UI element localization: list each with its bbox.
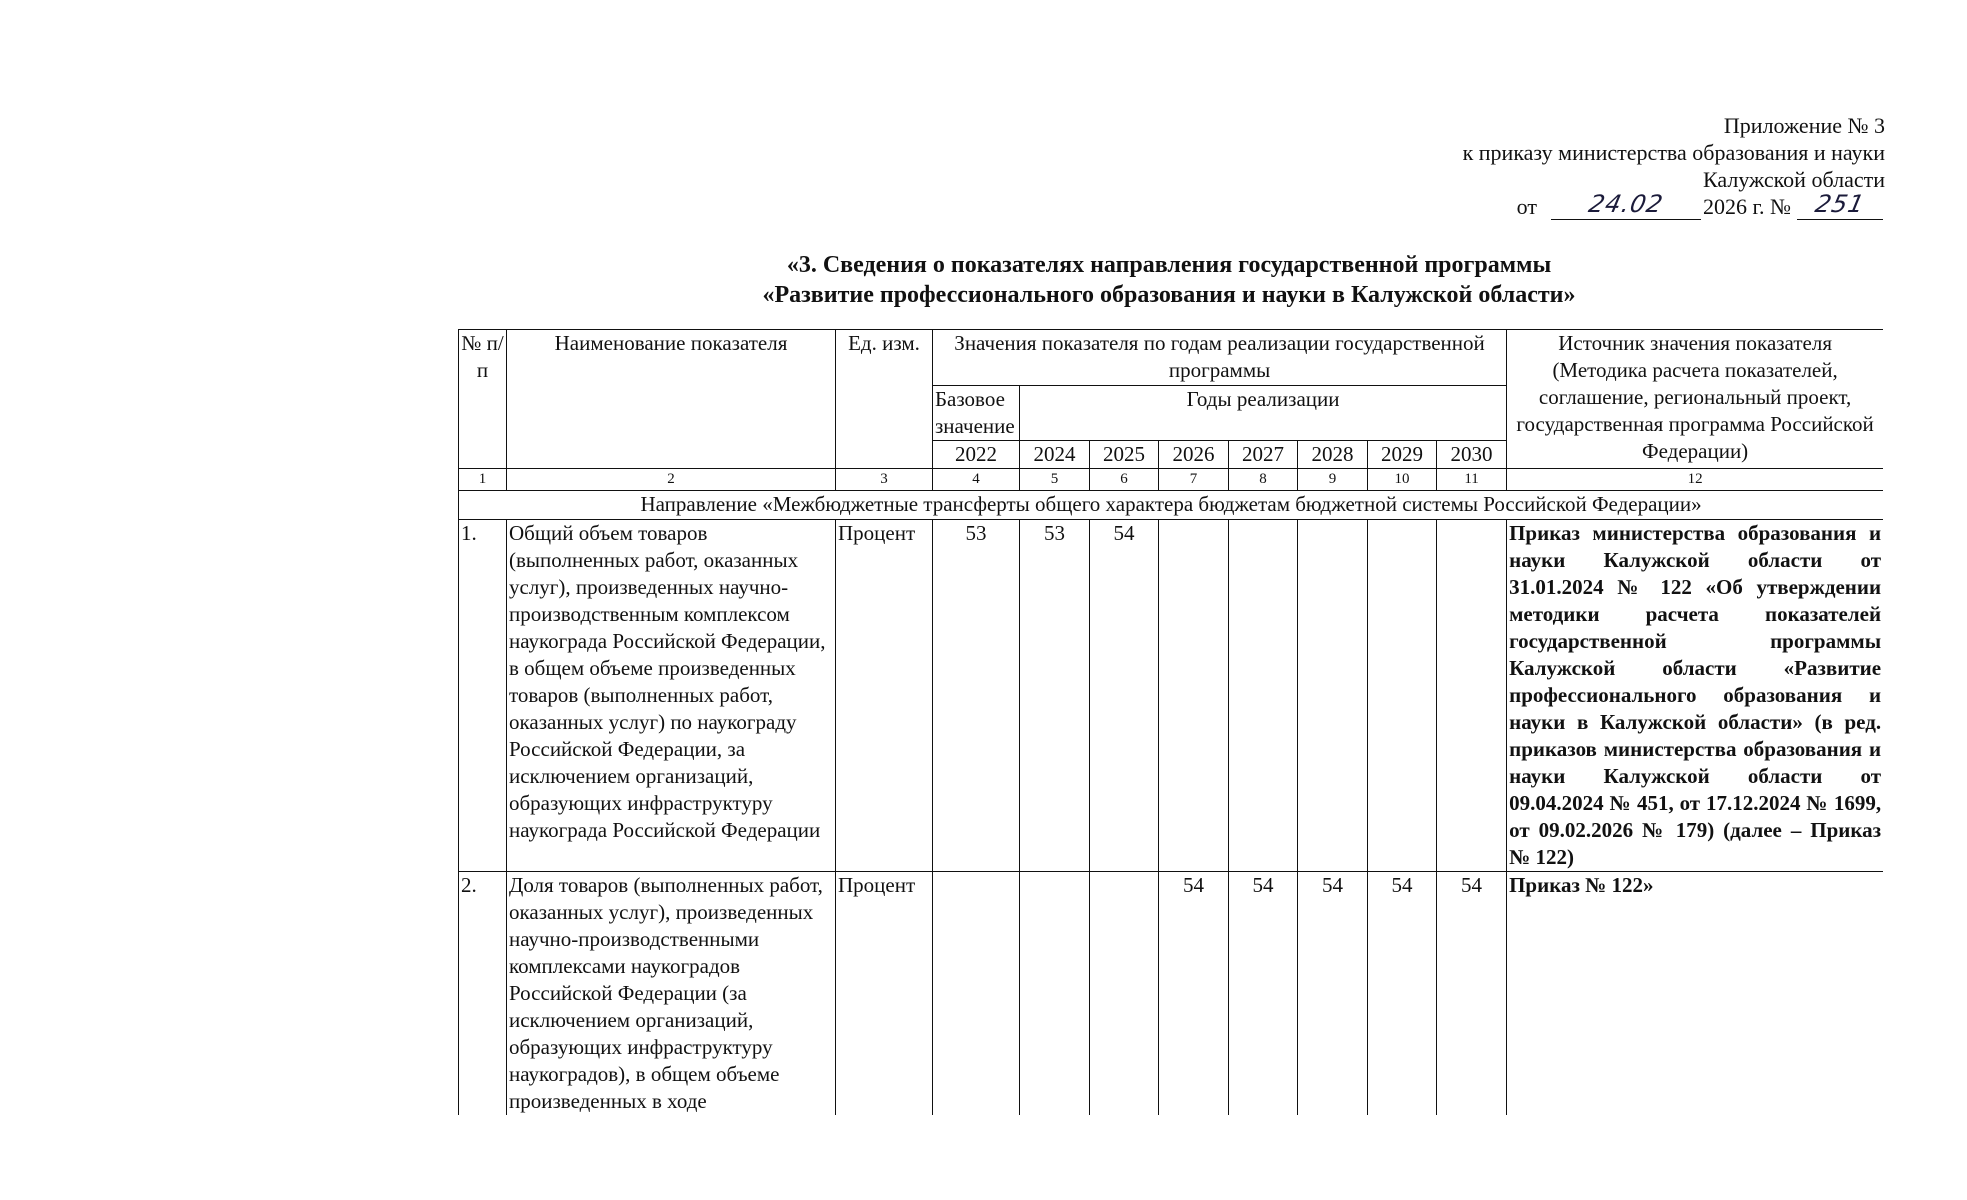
title-line-1: «3. Сведения о показателях направления государственной программы (786, 252, 1552, 278)
value-2028: 54 (1298, 872, 1368, 1116)
column-number: 11 (1437, 469, 1507, 491)
header-year-2029: 2029 (1368, 441, 1437, 469)
column-number: 4 (933, 469, 1020, 491)
column-number: 8 (1229, 469, 1298, 491)
value-2028 (1298, 520, 1368, 872)
value-2022: 53 (933, 520, 1020, 872)
unit-cell: Процент (836, 520, 933, 872)
indicator-name: Общий объем товаров (выполненных работ, оказанных услуг), произведенных научно-производственным комплексом наукограда Российской Федерации, в общем объеме произведенных товаров (выполненных работ, оказанных услуг) по наукограду Российской Федерации, за исключением организаций, образующих инфраструктуру наукограда Российской Федерации (507, 520, 836, 872)
header-year-2027: 2027 (1229, 441, 1298, 469)
unit-cell: Процент (836, 872, 933, 1116)
header-unit: Ед. изм. (836, 330, 933, 469)
indicators-table (458, 329, 1883, 1115)
value-2026: 54 (1159, 872, 1229, 1116)
header-row-1 (459, 330, 1884, 386)
column-numbers-row (459, 469, 1884, 491)
column-number: 12 (1507, 469, 1883, 491)
value-2030: 54 (1437, 872, 1507, 1116)
attachment-header (1463, 112, 1885, 220)
table-row (459, 872, 1884, 1116)
attachment-date-line (1463, 190, 1885, 220)
source-cell: Приказ министерства образования и науки Калужской области от 31.01.2024 № 122 «Об утверждении методики расчета показателей государственной программы Калужской области «Развитие профессионального образования и науки в Калужской области» (в ред. приказов министерства образования и науки Калужской области от 09.04.2024 № 451, от 17.12.2024 № 1699, от 09.02.2026 № 179) (далее – Приказ № 122) (1507, 520, 1883, 872)
handwritten-number: 251 (1812, 190, 1868, 218)
attachment-region: Калужской области (1703, 167, 1885, 192)
value-2029 (1368, 520, 1437, 872)
value-2024: 53 (1020, 520, 1090, 872)
value-2027 (1229, 520, 1298, 872)
header-base-value: Базовое значение (933, 386, 1020, 441)
column-number: 7 (1159, 469, 1229, 491)
value-2024 (1020, 872, 1090, 1116)
row-num: 2. (459, 872, 507, 1116)
document-title (455, 250, 1883, 310)
value-2025: 54 (1090, 520, 1159, 872)
date-prefix: от (1516, 194, 1537, 219)
column-number: 1 (459, 469, 507, 491)
source-cell: Приказ № 122» (1507, 872, 1883, 1116)
header-year-2030: 2030 (1437, 441, 1507, 469)
year-label: 2026 г. № (1702, 194, 1791, 219)
indicator-name: Доля товаров (выполненных работ, оказанных услуг), произведенных научно-производственными комплексами наукоградов Российской Федерации (за исключением организаций, образующих инфраструктуру наукоградов), в общем объеме произведенных в ходе (507, 872, 836, 1116)
title-line-2: «Развитие профессионального образования и науки в Калужской области» (762, 282, 1576, 308)
date-blank (1551, 190, 1701, 220)
header-num: № п/п (459, 330, 507, 469)
value-2029: 54 (1368, 872, 1437, 1116)
column-number: 10 (1368, 469, 1437, 491)
column-number: 3 (836, 469, 933, 491)
direction-title: Направление «Межбюджетные трансферты общего характера бюджетам бюджетной системы Российской Федерации» (459, 491, 1884, 520)
attachment-order-ref: к приказу министерства образования и науки (1462, 140, 1885, 165)
table-row (459, 520, 1884, 872)
row-num: 1. (459, 520, 507, 872)
header-year-2025: 2025 (1090, 441, 1159, 469)
column-number: 6 (1090, 469, 1159, 491)
value-2025 (1090, 872, 1159, 1116)
direction-row (459, 491, 1884, 520)
header-year-2028: 2028 (1298, 441, 1368, 469)
handwritten-date: 24.02 (1586, 190, 1666, 218)
indicators-table-wrapper (458, 329, 1883, 1115)
number-blank (1797, 190, 1883, 220)
attachment-label: Приложение № 3 (1723, 113, 1885, 138)
header-years-group: Годы реализации (1020, 386, 1507, 441)
header-values-group: Значения показателя по годам реализации государственной программы (933, 330, 1507, 386)
header-source: Источник значения показателя (Методика расчета показателей, соглашение, региональный проект, государственная программа Российской Федерации) (1507, 330, 1883, 469)
value-2027: 54 (1229, 872, 1298, 1116)
column-number: 9 (1298, 469, 1368, 491)
column-number: 5 (1020, 469, 1090, 491)
value-2026 (1159, 520, 1229, 872)
value-2022 (933, 872, 1020, 1116)
header-year-2022: 2022 (933, 441, 1020, 469)
header-name: Наименование показателя (507, 330, 836, 469)
value-2030 (1437, 520, 1507, 872)
header-year-2024: 2024 (1020, 441, 1090, 469)
header-year-2026: 2026 (1159, 441, 1229, 469)
column-number: 2 (507, 469, 836, 491)
